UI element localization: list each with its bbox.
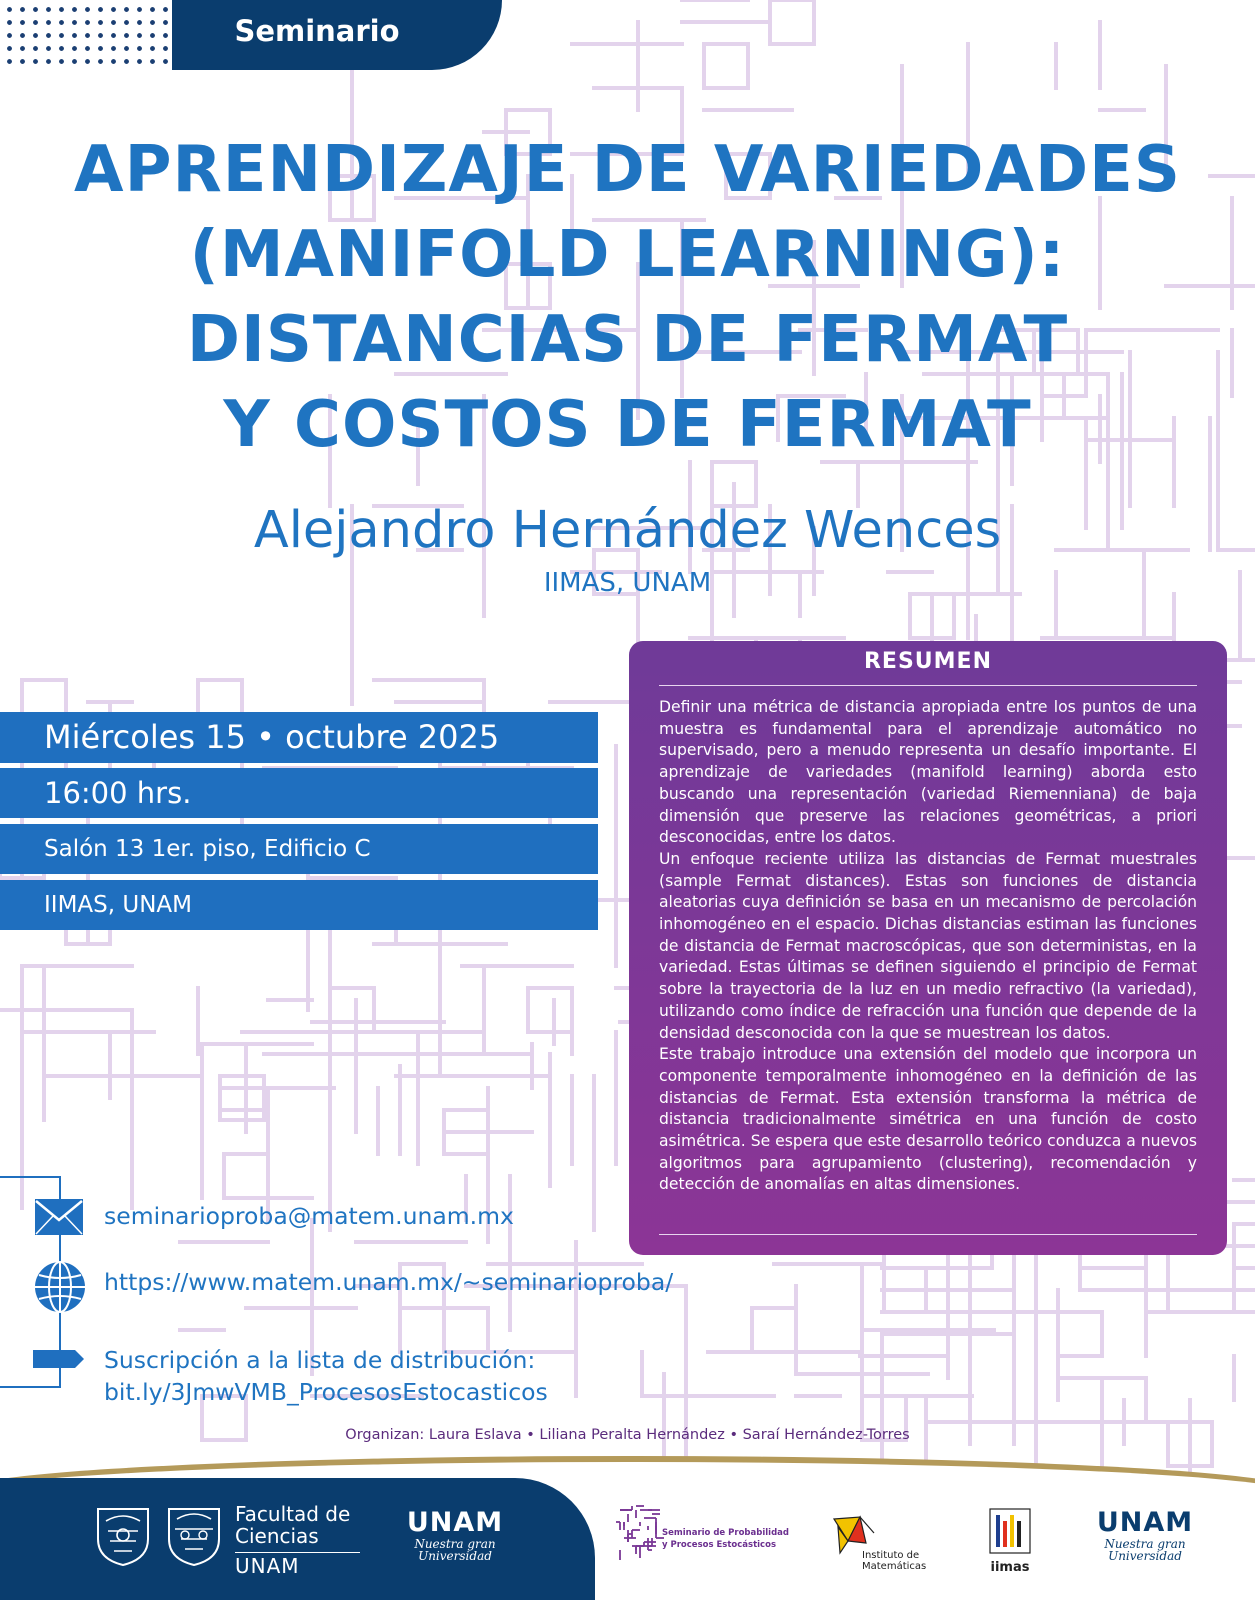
abstract-paragraph: Este trabajo introduce una extensión del modelo que incorpora un componente temporalmente inhomogéneo en la definición de las distancias de Fermat. Esta extensión transforma la métrica de distancia tradicionalmente simétrica en una función de costo asimétrica. Se espera que este desarrollo teórico conduzca a nuevos algoritmos para agrupamiento (clustering), recomendación y detección de anomalías en altas dimensiones. — [659, 1045, 1197, 1194]
dot-pattern — [0, 0, 175, 70]
im-line: Matemáticas — [862, 1561, 927, 1572]
subscription-link[interactable]: bit.ly/3JmwVMB_ProcesosEstocasticos — [104, 1378, 548, 1406]
speaker-name: Alejandro Hernández Wences — [253, 501, 1002, 560]
lattice-cell — [704, 44, 748, 88]
instituto-matematicas-text — [862, 1550, 926, 1572]
globe-icon — [34, 1261, 86, 1313]
lattice-cell — [224, 1154, 268, 1198]
title-line: Y COSTOS DE FERMAT — [223, 388, 1032, 462]
organizers-line: Organizan: Laura Eslava • Liliana Peralta Hernández • Saraí Hernández-Torres — [345, 1427, 910, 1443]
unam-slogan: Universidad — [418, 1549, 492, 1563]
lattice-cell — [330, 988, 374, 1032]
unam-logo — [405, 1507, 505, 1562]
unam-slogan: Universidad — [1108, 1549, 1182, 1563]
abstract-body — [659, 697, 1197, 1196]
unam-logo-text: UNAM — [406, 1507, 504, 1538]
title-line: (MANIFOLD LEARNING): — [189, 218, 1066, 292]
abstract-heading: RESUMEN — [863, 649, 992, 674]
title-line: APRENDIZAJE DE VARIEDADES — [74, 133, 1181, 207]
abstract-paragraph: Un enfoque reciente utiliza las distancias de Fermat muestrales (sample Fermat distances). Estas son funciones de distancia aleatorias cuya definición se basa en un mecanismo de percolación inhomogéneo en el espacio. Dichas distancias estiman las funciones de distancia de Fermat macroscópicas, que son deterministas, en la variedad. Estas últimas se definen siguiendo el principio de Fermat sobre la trayectoria de la luz en un medio refractivo (la variedad), utilizando como índice de refracción una función que depende de la densidad desconocida con la que se muestrean los datos. — [659, 849, 1197, 1042]
unam-seal-icon — [92, 1505, 154, 1567]
seminar-label: Seminario — [234, 14, 400, 48]
im-line: Instituto de — [862, 1550, 920, 1561]
contact-connector — [0, 1386, 60, 1388]
speaker-affiliation: IIMAS, UNAM — [543, 568, 712, 598]
faculty-name — [235, 1503, 350, 1547]
talk-title — [30, 128, 1225, 468]
unam-slogan: Nuestra gran — [414, 1537, 496, 1551]
abstract-divider — [659, 685, 1197, 686]
event-institution: IIMAS, UNAM — [0, 880, 598, 930]
mail-icon — [34, 1198, 84, 1236]
event-time: 16:00 hrs. — [0, 768, 598, 818]
event-date: Miércoles 15 • octubre 2025 — [0, 712, 598, 763]
faculty-divider — [235, 1552, 360, 1553]
event-room: Salón 13 1er. piso, Edificio C — [0, 824, 598, 874]
faculty-unam: UNAM — [235, 1554, 300, 1578]
email-link[interactable]: seminarioproba@matem.unam.mx — [104, 1202, 514, 1230]
faculty-line: Ciencias — [235, 1524, 319, 1548]
iimas-label: iimas — [990, 1560, 1030, 1575]
faculty-line: Facultad de — [235, 1502, 351, 1526]
seminar-logo-text — [662, 1527, 789, 1551]
arrow-tag-icon — [33, 1350, 85, 1368]
seminar-logo-line: y Procesos Estocásticos — [662, 1540, 776, 1550]
title-line: DISTANCIAS DE FERMAT — [186, 303, 1069, 377]
subscription-label: Suscripción a la lista de distribución: — [104, 1346, 536, 1374]
website-link[interactable]: https://www.matem.unam.mx/~seminarioproba/ — [104, 1268, 674, 1296]
unam-logo-text: UNAM — [1096, 1507, 1194, 1538]
abstract-panel — [629, 641, 1227, 1255]
abstract-paragraph: Definir una métrica de distancia apropiada entre los puntos de una muestra es fundamental para el aprendizaje automático no supervisado, pero a menudo representa un desafío importante. El aprendizaje de variedades (manifold learning) aborda esto buscando una representación (variedad Riemenniana) de baja dimensión que preserve las relaciones geométricas, a priori desconocidas, entre los datos. — [659, 698, 1197, 847]
iimas-logo-icon — [988, 1507, 1032, 1557]
lattice-cell — [1058, 1312, 1102, 1356]
lattice-cell — [770, 0, 814, 44]
lattice-cell — [220, 1076, 264, 1120]
seminar-network-logo-icon — [610, 1500, 666, 1560]
seminar-logo-line: Seminario de Probabilidad — [662, 1528, 789, 1538]
contact-connector — [0, 1176, 60, 1178]
lattice-cell — [752, 1308, 796, 1352]
ciencias-seal-icon — [163, 1505, 225, 1567]
unam-slogan: Nuestra gran — [1104, 1537, 1186, 1551]
abstract-divider — [659, 1234, 1197, 1235]
lattice-cell — [528, 988, 572, 1032]
unam-logo — [1095, 1507, 1195, 1562]
